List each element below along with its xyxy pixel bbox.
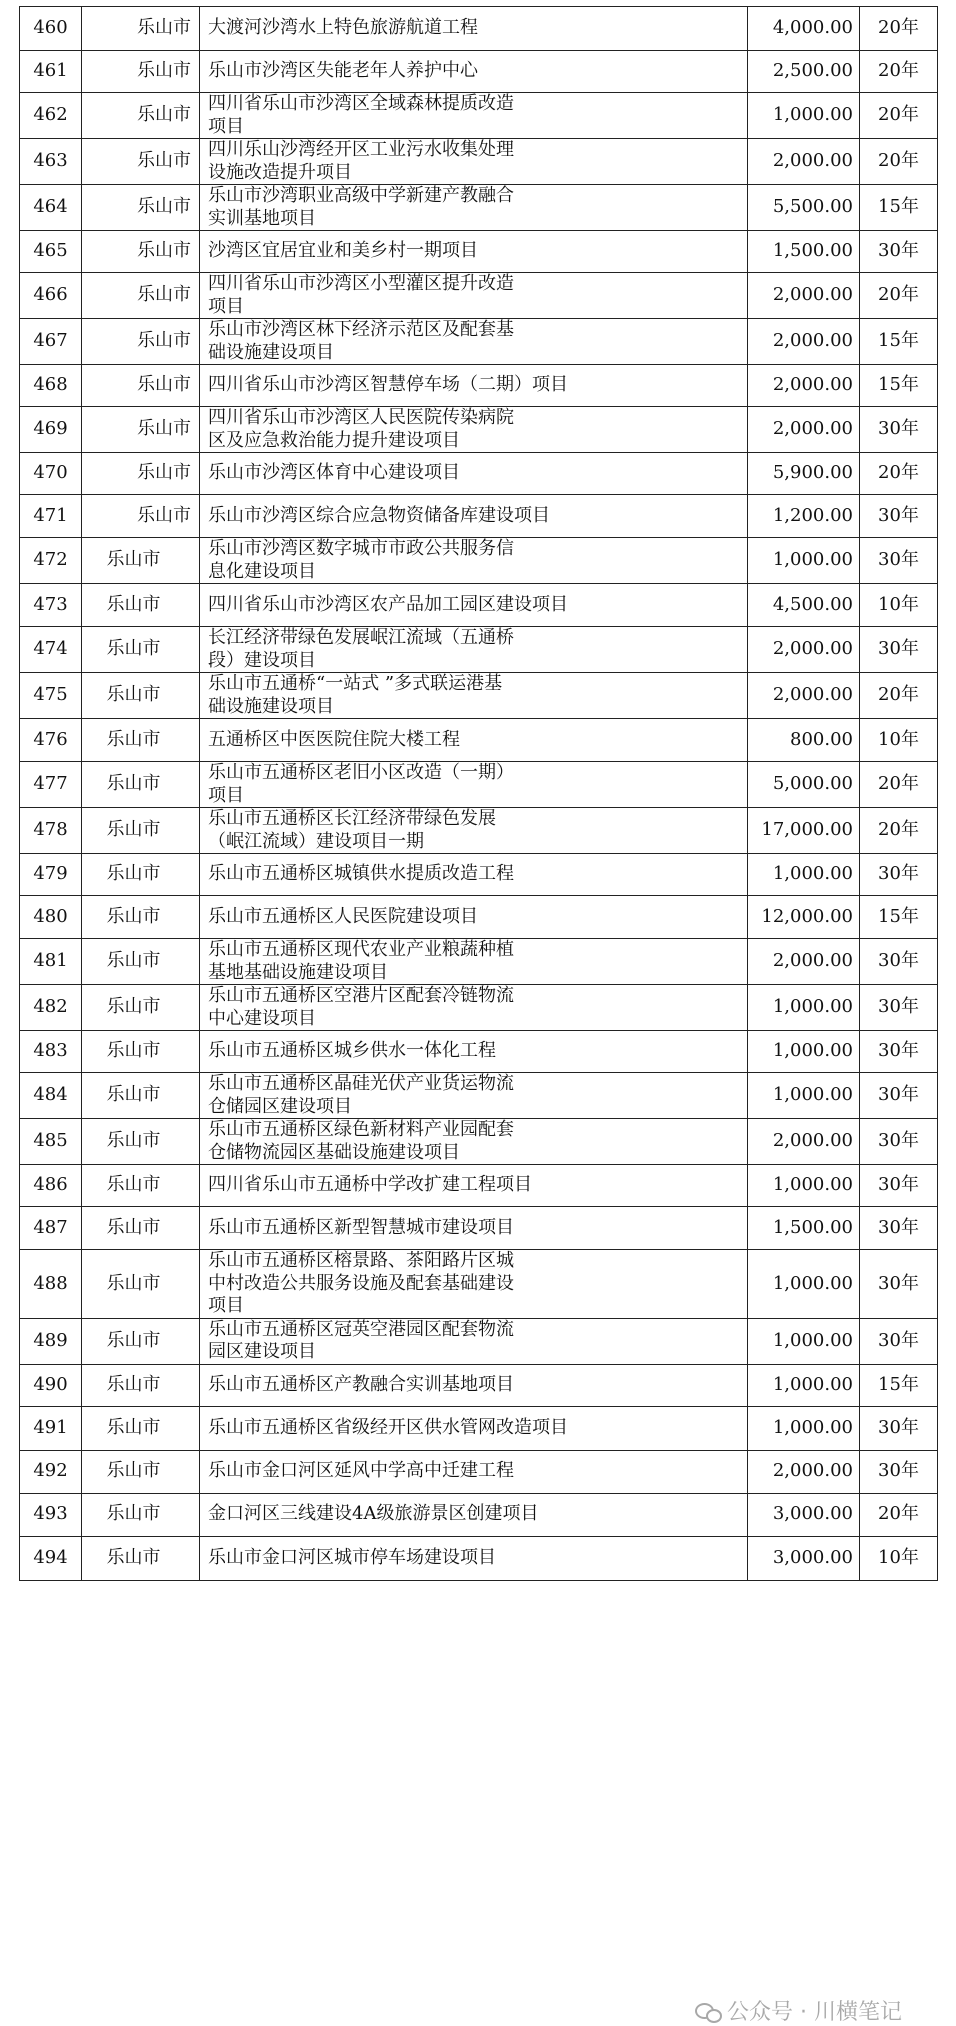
- project-name-line: 乐山市五通桥区绿色新材料产业园配套: [208, 1119, 514, 1140]
- project-name-line: 乐山市五通桥区晶硅光伏产业货运物流: [208, 1073, 514, 1094]
- table-row: [20, 1207, 938, 1250]
- table-row: [20, 273, 938, 319]
- project-name-line: 沙湾区宜居宜业和美乡村一期项目: [208, 240, 478, 262]
- row-number: 486: [20, 1165, 82, 1207]
- project-name-line: 四川省乐山市五通桥中学改扩建工程项目: [208, 1174, 532, 1196]
- row-city: 乐山市: [82, 1207, 200, 1250]
- row-project-name: [200, 627, 748, 673]
- table-row: [20, 1165, 938, 1207]
- row-number: 491: [20, 1406, 82, 1450]
- row-project-name: [200, 673, 748, 719]
- row-number: 474: [20, 627, 82, 673]
- row-amount: 1,000.00: [748, 93, 860, 139]
- project-name-line: 项目: [208, 1295, 244, 1316]
- project-name-line: 园区建设项目: [208, 1341, 316, 1362]
- row-years: 15年: [860, 185, 938, 231]
- row-amount: 2,000.00: [748, 139, 860, 185]
- project-name-line: 长江经济带绿色发展岷江流域（五通桥: [208, 627, 514, 648]
- row-project-name: [200, 93, 748, 139]
- row-project-name: [200, 319, 748, 365]
- project-name-line: 乐山市五通桥区新型智慧城市建设项目: [208, 1216, 514, 1238]
- table-row: [20, 939, 938, 985]
- table-row: [20, 1119, 938, 1165]
- row-years: 30年: [860, 538, 938, 584]
- table-row: [20, 896, 938, 939]
- row-number: 483: [20, 1031, 82, 1073]
- row-city: 乐山市: [82, 1073, 200, 1119]
- row-city: 乐山市: [82, 985, 200, 1031]
- row-years: 20年: [860, 1493, 938, 1536]
- project-name-line: 四川乐山沙湾经开区工业污水收集处理: [208, 139, 514, 160]
- row-amount: 1,000.00: [748, 1073, 860, 1119]
- row-project-name: [200, 854, 748, 896]
- row-number: 481: [20, 939, 82, 985]
- row-city: 乐山市: [82, 185, 200, 231]
- row-amount: 2,000.00: [748, 319, 860, 365]
- table-row: [20, 627, 938, 673]
- row-number: 462: [20, 93, 82, 139]
- project-name-line: 金口河区三线建设4A级旅游景区创建项目: [208, 1503, 539, 1525]
- row-city: 乐山市: [82, 1165, 200, 1207]
- table-row: [20, 1493, 938, 1536]
- row-city: 乐山市: [82, 231, 200, 273]
- row-amount: 17,000.00: [748, 808, 860, 854]
- row-city: 乐山市: [82, 453, 200, 495]
- row-project-name: [200, 1364, 748, 1406]
- row-project-name: [200, 51, 748, 93]
- row-project-name: [200, 453, 748, 495]
- project-name-line: 乐山市金口河区城市停车场建设项目: [208, 1546, 496, 1568]
- project-name-line: 乐山市沙湾区综合应急物资储备库建设项目: [208, 504, 550, 526]
- project-name-line: 础设施建设项目: [208, 695, 334, 717]
- project-name-line: 仓储物流园区基础设施建设项目: [208, 1141, 460, 1163]
- row-number: 473: [20, 584, 82, 627]
- row-city: 乐山市: [82, 538, 200, 584]
- row-amount: 1,200.00: [748, 495, 860, 538]
- row-years: 15年: [860, 319, 938, 365]
- project-name-line: 实训基地项目: [208, 207, 316, 229]
- row-years: 20年: [860, 673, 938, 719]
- row-number: 476: [20, 719, 82, 762]
- row-number: 461: [20, 51, 82, 93]
- row-number: 485: [20, 1119, 82, 1165]
- row-project-name: [200, 7, 748, 51]
- table-row: [20, 93, 938, 139]
- row-years: 30年: [860, 985, 938, 1031]
- project-name-line: 础设施建设项目: [208, 341, 334, 363]
- row-years: 15年: [860, 896, 938, 939]
- project-name-line: 乐山市五通桥区人民医院建设项目: [208, 905, 478, 927]
- row-amount: 1,000.00: [748, 1031, 860, 1073]
- table-row: [20, 584, 938, 627]
- row-number: 479: [20, 854, 82, 896]
- row-city: 乐山市: [82, 1493, 200, 1536]
- row-years: 30年: [860, 1406, 938, 1450]
- table-body: [20, 7, 938, 1581]
- row-amount: 1,500.00: [748, 231, 860, 273]
- row-project-name: [200, 762, 748, 808]
- project-name-line: 息化建设项目: [208, 560, 316, 582]
- row-project-name: [200, 1406, 748, 1450]
- row-number: 482: [20, 985, 82, 1031]
- row-project-name: [200, 985, 748, 1031]
- row-amount: 5,900.00: [748, 453, 860, 495]
- row-amount: 800.00: [748, 719, 860, 762]
- table-row: [20, 365, 938, 407]
- row-city: 乐山市: [82, 1031, 200, 1073]
- row-number: 477: [20, 762, 82, 808]
- row-city: 乐山市: [82, 93, 200, 139]
- row-amount: 1,000.00: [748, 1165, 860, 1207]
- row-years: 30年: [860, 495, 938, 538]
- row-years: 10年: [860, 719, 938, 762]
- row-city: 乐山市: [82, 1450, 200, 1493]
- project-name-line: （岷江流域）建设项目一期: [208, 830, 424, 852]
- row-years: 15年: [860, 1364, 938, 1406]
- row-number: 469: [20, 407, 82, 453]
- row-number: 460: [20, 7, 82, 51]
- row-project-name: [200, 1493, 748, 1536]
- row-years: 30年: [860, 1207, 938, 1250]
- row-city: 乐山市: [82, 939, 200, 985]
- row-years: 20年: [860, 762, 938, 808]
- row-amount: 3,000.00: [748, 1493, 860, 1536]
- row-amount: 2,000.00: [748, 673, 860, 719]
- row-city: 乐山市: [82, 896, 200, 939]
- row-amount: 2,000.00: [748, 627, 860, 673]
- row-number: 468: [20, 365, 82, 407]
- row-number: 493: [20, 1493, 82, 1536]
- row-project-name: [200, 1450, 748, 1493]
- project-name-line: 乐山市沙湾职业高级中学新建产教融合: [208, 185, 514, 206]
- table-row: [20, 1250, 938, 1319]
- project-name-line: 乐山市五通桥区长江经济带绿色发展: [208, 808, 496, 829]
- project-name-line: 乐山市五通桥区空港片区配套冷链物流: [208, 985, 514, 1006]
- row-amount: 1,500.00: [748, 1207, 860, 1250]
- table-row: [20, 762, 938, 808]
- row-number: 480: [20, 896, 82, 939]
- row-project-name: [200, 273, 748, 319]
- table-row: [20, 319, 938, 365]
- row-number: 484: [20, 1073, 82, 1119]
- table-row: [20, 495, 938, 538]
- row-years: 30年: [860, 1250, 938, 1319]
- row-city: 乐山市: [82, 7, 200, 51]
- row-years: 30年: [860, 1450, 938, 1493]
- row-project-name: [200, 896, 748, 939]
- table-row: [20, 231, 938, 273]
- row-amount: 1,000.00: [748, 985, 860, 1031]
- row-project-name: [200, 185, 748, 231]
- table-row: [20, 453, 938, 495]
- row-city: 乐山市: [82, 365, 200, 407]
- row-number: 464: [20, 185, 82, 231]
- row-number: 472: [20, 538, 82, 584]
- row-number: 488: [20, 1250, 82, 1319]
- row-amount: 5,500.00: [748, 185, 860, 231]
- row-city: 乐山市: [82, 51, 200, 93]
- row-project-name: [200, 1119, 748, 1165]
- row-number: 475: [20, 673, 82, 719]
- project-name-line: 设施改造提升项目: [208, 161, 352, 183]
- table-row: [20, 1536, 938, 1580]
- row-number: 463: [20, 139, 82, 185]
- row-years: 30年: [860, 854, 938, 896]
- row-years: 30年: [860, 1318, 938, 1364]
- row-project-name: [200, 1318, 748, 1364]
- row-amount: 1,000.00: [748, 1250, 860, 1319]
- row-amount: 1,000.00: [748, 854, 860, 896]
- project-name-line: 五通桥区中医医院住院大楼工程: [208, 728, 460, 750]
- row-years: 20年: [860, 7, 938, 51]
- row-project-name: [200, 1536, 748, 1580]
- row-project-name: [200, 538, 748, 584]
- project-name-line: 区及应急救治能力提升建设项目: [208, 429, 460, 451]
- project-name-line: 中心建设项目: [208, 1007, 316, 1029]
- project-name-line: 乐山市金口河区延风中学高中迁建工程: [208, 1460, 514, 1482]
- watermark-text: 公众号 · 川横笔记: [727, 2000, 902, 2025]
- row-city: 乐山市: [82, 273, 200, 319]
- project-name-line: 乐山市五通桥区老旧小区改造（一期）: [208, 762, 514, 783]
- row-city: 乐山市: [82, 1536, 200, 1580]
- row-amount: 2,000.00: [748, 1450, 860, 1493]
- row-city: 乐山市: [82, 1406, 200, 1450]
- row-city: 乐山市: [82, 407, 200, 453]
- row-city: 乐山市: [82, 854, 200, 896]
- row-number: 494: [20, 1536, 82, 1580]
- row-city: 乐山市: [82, 1250, 200, 1319]
- project-name-line: 仓储园区建设项目: [208, 1095, 352, 1117]
- row-amount: 1,000.00: [748, 1318, 860, 1364]
- row-project-name: [200, 808, 748, 854]
- row-city: 乐山市: [82, 495, 200, 538]
- project-name-line: 项目: [208, 784, 244, 806]
- project-name-line: 乐山市沙湾区林下经济示范区及配套基: [208, 319, 514, 340]
- project-name-line: 大渡河沙湾水上特色旅游航道工程: [208, 17, 478, 39]
- row-number: 489: [20, 1318, 82, 1364]
- wechat-icon: [695, 2001, 721, 2021]
- row-number: 478: [20, 808, 82, 854]
- row-city: 乐山市: [82, 808, 200, 854]
- project-name-line: 基地基础设施建设项目: [208, 961, 388, 983]
- project-name-line: 乐山市沙湾区失能老年人养护中心: [208, 60, 478, 82]
- row-number: 492: [20, 1450, 82, 1493]
- table-row: [20, 1073, 938, 1119]
- project-name-line: 四川省乐山市沙湾区小型灌区提升改造: [208, 273, 514, 294]
- table-row: [20, 719, 938, 762]
- row-amount: 1,000.00: [748, 1364, 860, 1406]
- row-amount: 4,000.00: [748, 7, 860, 51]
- row-years: 20年: [860, 273, 938, 319]
- row-project-name: [200, 407, 748, 453]
- row-project-name: [200, 1250, 748, 1319]
- row-city: 乐山市: [82, 1119, 200, 1165]
- row-project-name: [200, 939, 748, 985]
- project-name-line: 乐山市五通桥区产教融合实训基地项目: [208, 1373, 514, 1395]
- table-row: [20, 1031, 938, 1073]
- project-name-line: 四川省乐山市沙湾区人民医院传染病院: [208, 407, 514, 428]
- project-name-line: 乐山市五通桥区榕景路、茶阳路片区城: [208, 1250, 514, 1271]
- row-number: 471: [20, 495, 82, 538]
- project-name-line: 段）建设项目: [208, 649, 316, 671]
- table-row: [20, 854, 938, 896]
- row-years: 20年: [860, 93, 938, 139]
- row-amount: 2,000.00: [748, 407, 860, 453]
- project-name-line: 乐山市五通桥区城镇供水提质改造工程: [208, 863, 514, 885]
- project-name-line: 四川省乐山市沙湾区全域森林提质改造: [208, 93, 514, 114]
- row-project-name: [200, 231, 748, 273]
- row-city: 乐山市: [82, 762, 200, 808]
- project-name-line: 乐山市沙湾区体育中心建设项目: [208, 462, 460, 484]
- row-city: 乐山市: [82, 1364, 200, 1406]
- row-amount: 12,000.00: [748, 896, 860, 939]
- table-row: [20, 185, 938, 231]
- project-name-line: 四川省乐山市沙湾区农产品加工园区建设项目: [208, 593, 568, 615]
- row-years: 30年: [860, 627, 938, 673]
- row-amount: 1,000.00: [748, 538, 860, 584]
- table-row: [20, 538, 938, 584]
- table-row: [20, 1364, 938, 1406]
- row-project-name: [200, 495, 748, 538]
- project-name-line: 乐山市五通桥区省级经开区供水管网改造项目: [208, 1416, 568, 1438]
- table-row: [20, 51, 938, 93]
- row-amount: 2,500.00: [748, 51, 860, 93]
- row-years: 30年: [860, 1031, 938, 1073]
- row-amount: 5,000.00: [748, 762, 860, 808]
- project-table: [19, 6, 938, 1581]
- row-years: 10年: [860, 584, 938, 627]
- row-amount: 4,500.00: [748, 584, 860, 627]
- row-project-name: [200, 1165, 748, 1207]
- project-name-line: 乐山市沙湾区数字城市市政公共服务信: [208, 538, 514, 559]
- table-row: [20, 139, 938, 185]
- project-name-line: 乐山市五通桥区城乡供水一体化工程: [208, 1040, 496, 1062]
- row-project-name: [200, 365, 748, 407]
- row-years: 20年: [860, 139, 938, 185]
- row-years: 15年: [860, 365, 938, 407]
- row-years: 10年: [860, 1536, 938, 1580]
- row-number: 470: [20, 453, 82, 495]
- row-city: 乐山市: [82, 673, 200, 719]
- row-project-name: [200, 139, 748, 185]
- row-city: 乐山市: [82, 627, 200, 673]
- project-name-line: 四川省乐山市沙湾区智慧停车场（二期）项目: [208, 374, 568, 396]
- row-city: 乐山市: [82, 719, 200, 762]
- row-amount: 2,000.00: [748, 939, 860, 985]
- row-amount: 2,000.00: [748, 1119, 860, 1165]
- row-project-name: [200, 719, 748, 762]
- row-years: 30年: [860, 939, 938, 985]
- table-row: [20, 7, 938, 51]
- row-number: 467: [20, 319, 82, 365]
- row-amount: 1,000.00: [748, 1406, 860, 1450]
- row-city: 乐山市: [82, 319, 200, 365]
- row-years: 30年: [860, 1165, 938, 1207]
- project-name-line: 乐山市五通桥“一站式 ”多式联运港基: [208, 673, 503, 694]
- project-name-line: 乐山市五通桥区现代农业产业粮蔬种植: [208, 939, 514, 960]
- row-years: 20年: [860, 51, 938, 93]
- table-row: [20, 808, 938, 854]
- row-city: 乐山市: [82, 139, 200, 185]
- project-name-line: 中村改造公共服务设施及配套基础建设: [208, 1272, 514, 1294]
- row-number: 487: [20, 1207, 82, 1250]
- row-amount: 2,000.00: [748, 273, 860, 319]
- row-years: 30年: [860, 1073, 938, 1119]
- row-number: 466: [20, 273, 82, 319]
- watermark: [695, 1995, 902, 2026]
- table-row: [20, 673, 938, 719]
- row-city: 乐山市: [82, 584, 200, 627]
- row-amount: 2,000.00: [748, 365, 860, 407]
- table-row: [20, 985, 938, 1031]
- row-years: 30年: [860, 407, 938, 453]
- row-project-name: [200, 1207, 748, 1250]
- row-number: 490: [20, 1364, 82, 1406]
- row-amount: 3,000.00: [748, 1536, 860, 1580]
- row-project-name: [200, 1073, 748, 1119]
- project-name-line: 项目: [208, 115, 244, 137]
- table-row: [20, 1406, 938, 1450]
- project-name-line: 乐山市五通桥区冠英空港园区配套物流: [208, 1318, 514, 1340]
- row-city: 乐山市: [82, 1318, 200, 1364]
- row-years: 30年: [860, 1119, 938, 1165]
- table-row: [20, 1318, 938, 1364]
- project-name-line: 项目: [208, 295, 244, 317]
- row-years: 20年: [860, 453, 938, 495]
- row-years: 30年: [860, 231, 938, 273]
- row-project-name: [200, 584, 748, 627]
- row-project-name: [200, 1031, 748, 1073]
- table-row: [20, 407, 938, 453]
- table-row: [20, 1450, 938, 1493]
- row-number: 465: [20, 231, 82, 273]
- row-years: 20年: [860, 808, 938, 854]
